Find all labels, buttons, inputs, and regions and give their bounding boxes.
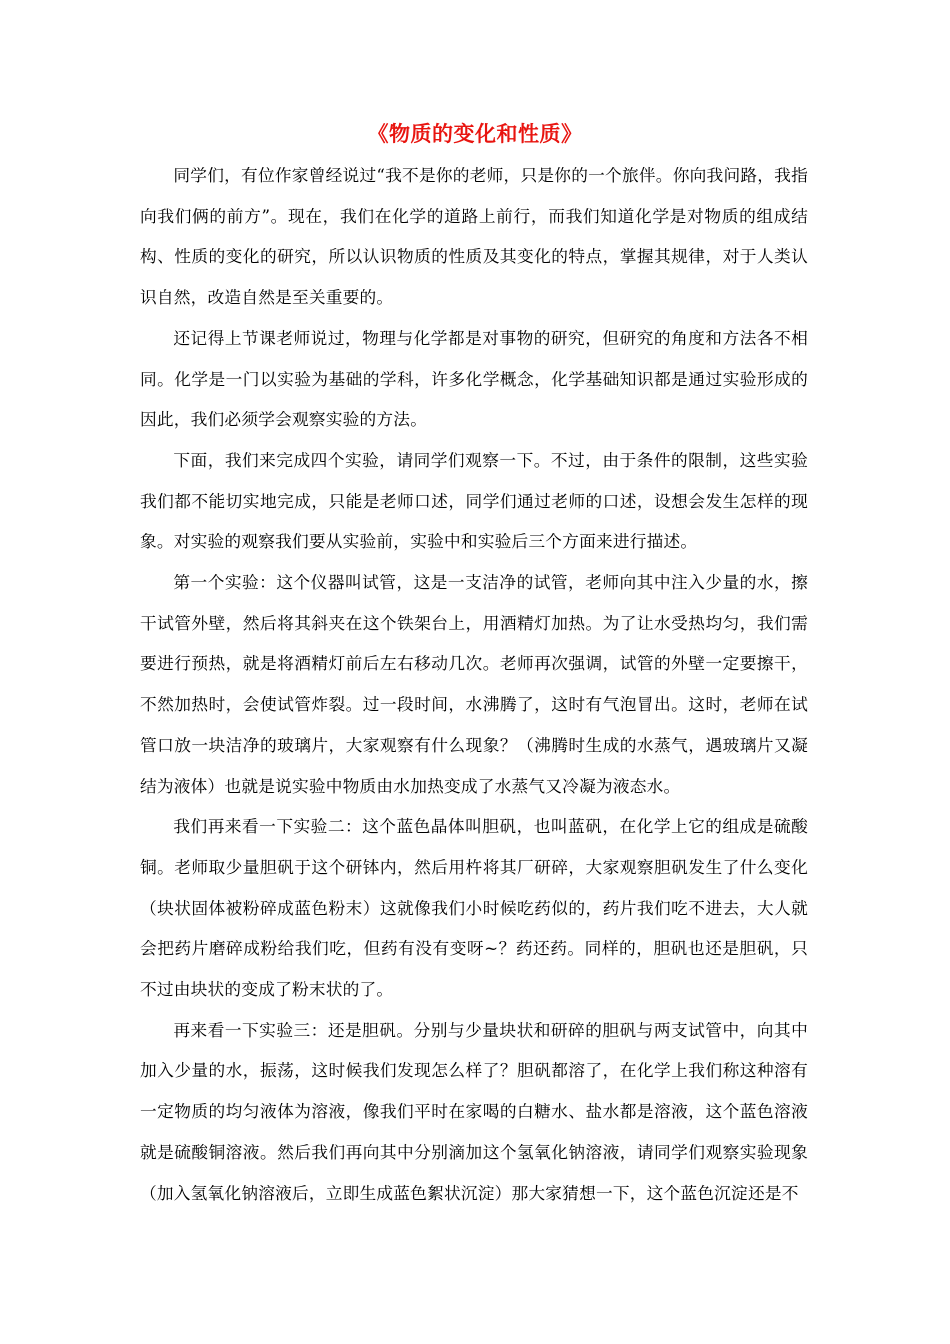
paragraph-review: 还记得上节课老师说过，物理与化学都是对事物的研究，但研究的角度和方法各不相同。化学是一门以实验为基础的学科，许多化学概念，化学基础知识都是通过实验形成的因此，我们必须学会观察实验的方法。 [140,327,808,430]
document-title: 《物质的变化和性质》 [367,121,583,146]
paragraph-intro: 同学们，有位作家曾经说过“我不是你的老师，只是你的一个旅伴。你向我问路，我指向我们俩的前方”。现在，我们在化学的道路上前行，而我们知道化学是对物质的组成结构、性质的变化的研究，所以认识物质的性质及其变化的特点，掌握其规律，对于人类认识自然，改造自然是至关重要的。 [140,165,808,308]
paragraph-experiment-three: 再来看一下实验三：还是胆矾。分别与少量块状和研碎的胆矾与两支试管中，向其中加入少量的水，振荡，这时候我们发现怎么样了？胆矾都溶了，在化学上我们称这种溶有一定物质的均匀液体为溶液，像我们平时在家喝的白糖水、盐水都是溶液，这个蓝色溶液就是硫酸铜溶液。然后我们再向其中分别滴加这个氢氧化钠溶液，请同学们观察实验现象（加入氢氧化钠溶液后，立即生成蓝色絮状沉淀）那大家猜想一下，这个蓝色沉淀还是不 [140,1019,808,1203]
document-body [140,155,808,1213]
paragraph-experiment-one: 第一个实验：这个仪器叫试管，这是一支洁净的试管，老师向其中注入少量的水，擦干试管外壁，然后将其斜夹在这个铁架台上，用酒精灯加热。为了让水受热均匀，我们需要进行预热，就是将酒精灯前后左右移动几次。老师再次强调，试管的外壁一定要擦干，不然加热时，会使试管炸裂。过一段时间，水沸腾了，这时有气泡冒出。这时，老师在试管口放一块洁净的玻璃片，大家观察有什么现象？（沸腾时生成的水蒸气，遇玻璃片又凝结为液体）也就是说实验中物质由水加热变成了水蒸气又冷凝为液态水。 [140,572,808,796]
paragraph-experiment-two: 我们再来看一下实验二：这个蓝色晶体叫胆矾，也叫蓝矾，在化学上它的组成是硫酸铜。老师取少量胆矾于这个研钵内，然后用杵将其厂研碎，大家观察胆矾发生了什么变化（块状固体被粉碎成蓝色粉末）这就像我们小时候吃药似的，药片我们吃不进去，大人就会把药片磨碎成粉给我们吃，但药有没有变呀~？药还药。同样的，胆矾也还是胆矾，只不过由块状的变成了粉末状的了。 [140,816,808,1000]
paragraph-four-experiments: 下面，我们来完成四个实验，请同学们观察一下。不过，由于条件的限制，这些实验我们都不能切实地完成，只能是老师口述，同学们通过老师的口述，设想会发生怎样的现象。对实验的观察我们要从实验前，实验中和实验后三个方面来进行描述。 [140,449,808,552]
